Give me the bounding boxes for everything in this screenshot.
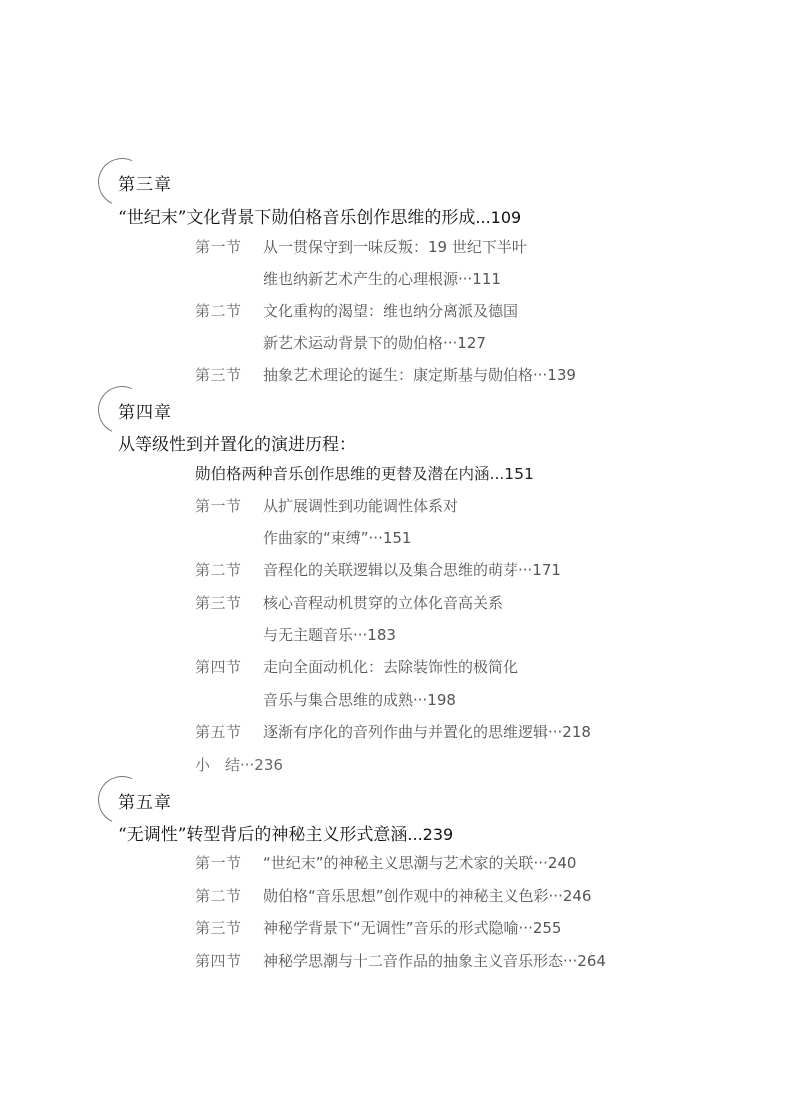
chapter-4-subtitle-text: 勋伯格两种音乐创作思维的更替及潜在内涵: [195, 465, 490, 483]
ch3-sec3-line1[interactable]: 抽象艺术理论的诞生：康定斯基与勋伯格···139: [263, 366, 576, 384]
chapter-3-title[interactable]: [118, 203, 521, 228]
ch4-sec2-num: 第二节: [195, 561, 242, 579]
ch3-sec3-num: 第三节: [195, 366, 242, 384]
chapter-5-page: ...239: [407, 825, 454, 844]
ch4-sec1-line1[interactable]: 从扩展调性到功能调性体系对: [263, 497, 459, 515]
ch4-sec3-line2[interactable]: 与无主题音乐···183: [263, 626, 396, 644]
ch4-sec5-line1[interactable]: 逐渐有序化的音列作曲与并置化的思维逻辑···218: [263, 723, 591, 741]
ch4-sec1-num: 第一节: [195, 497, 242, 515]
chapter-3-label: 第三章: [118, 175, 172, 195]
ch4-sec3-num: 第三节: [195, 594, 242, 612]
chapter-4-label: 第四章: [118, 403, 172, 423]
ch3-sec2-line2[interactable]: 新艺术运动背景下的勋伯格···127: [263, 334, 486, 352]
ch4-sec1-line2[interactable]: 作曲家的“束缚”···151: [263, 529, 412, 547]
ch3-sec1-line1[interactable]: 从一贯保守到一味反叛：19 世纪下半叶: [263, 238, 527, 256]
ch4-summary[interactable]: 小 结···236: [195, 756, 283, 774]
ch5-sec2-num: 第二节: [195, 887, 242, 905]
ch5-sec3-line1[interactable]: 神秘学背景下“无调性”音乐的形式隐喻···255: [263, 919, 562, 937]
ch3-sec2-line1[interactable]: 文化重构的渴望：维也纳分离派及德国: [263, 302, 519, 320]
chapter-3-title-text: “世纪末”文化背景下勋伯格音乐创作思维的形成: [118, 208, 476, 228]
ch5-sec4-num: 第四节: [195, 952, 242, 970]
ch4-sec4-line1[interactable]: 走向全面动机化：去除装饰性的极简化: [263, 658, 519, 676]
ch3-sec1-num: 第一节: [195, 238, 242, 256]
ch4-sec3-line1[interactable]: 核心音程动机贯穿的立体化音高关系: [263, 594, 504, 612]
ch5-sec1-line1[interactable]: “世纪末”的神秘主义思潮与艺术家的关联···240: [263, 854, 577, 872]
chapter-4-page: ...151: [489, 465, 534, 483]
ch3-sec2-num: 第二节: [195, 302, 242, 320]
ch5-sec3-num: 第三节: [195, 919, 242, 937]
chapter-4-subtitle[interactable]: [195, 462, 534, 484]
ch4-sec2-line1[interactable]: 音程化的关联逻辑以及集合思维的萌芽···171: [263, 561, 561, 579]
ch5-sec2-line1[interactable]: 勋伯格“音乐思想”创作观中的神秘主义色彩···246: [263, 887, 592, 905]
chapter-4-title[interactable]: 从等级性到并置化的演进历程：: [118, 435, 356, 455]
ch3-sec1-line2[interactable]: 维也纳新艺术产生的心理根源···111: [263, 270, 501, 288]
chapter-5-title[interactable]: [118, 820, 453, 845]
chapter-3-page: ...109: [475, 208, 522, 227]
ch5-sec1-num: 第一节: [195, 854, 242, 872]
ch4-sec5-num: 第五节: [195, 723, 242, 741]
chapter-5-title-text: “无调性”转型背后的神秘主义形式意涵: [118, 825, 408, 845]
ch4-sec4-num: 第四节: [195, 658, 242, 676]
ch5-sec4-line1[interactable]: 神秘学思潮与十二音作品的抽象主义音乐形态···264: [263, 952, 606, 970]
ch4-sec4-line2[interactable]: 音乐与集合思维的成熟···198: [263, 691, 456, 709]
chapter-5-label: 第五章: [118, 793, 172, 813]
